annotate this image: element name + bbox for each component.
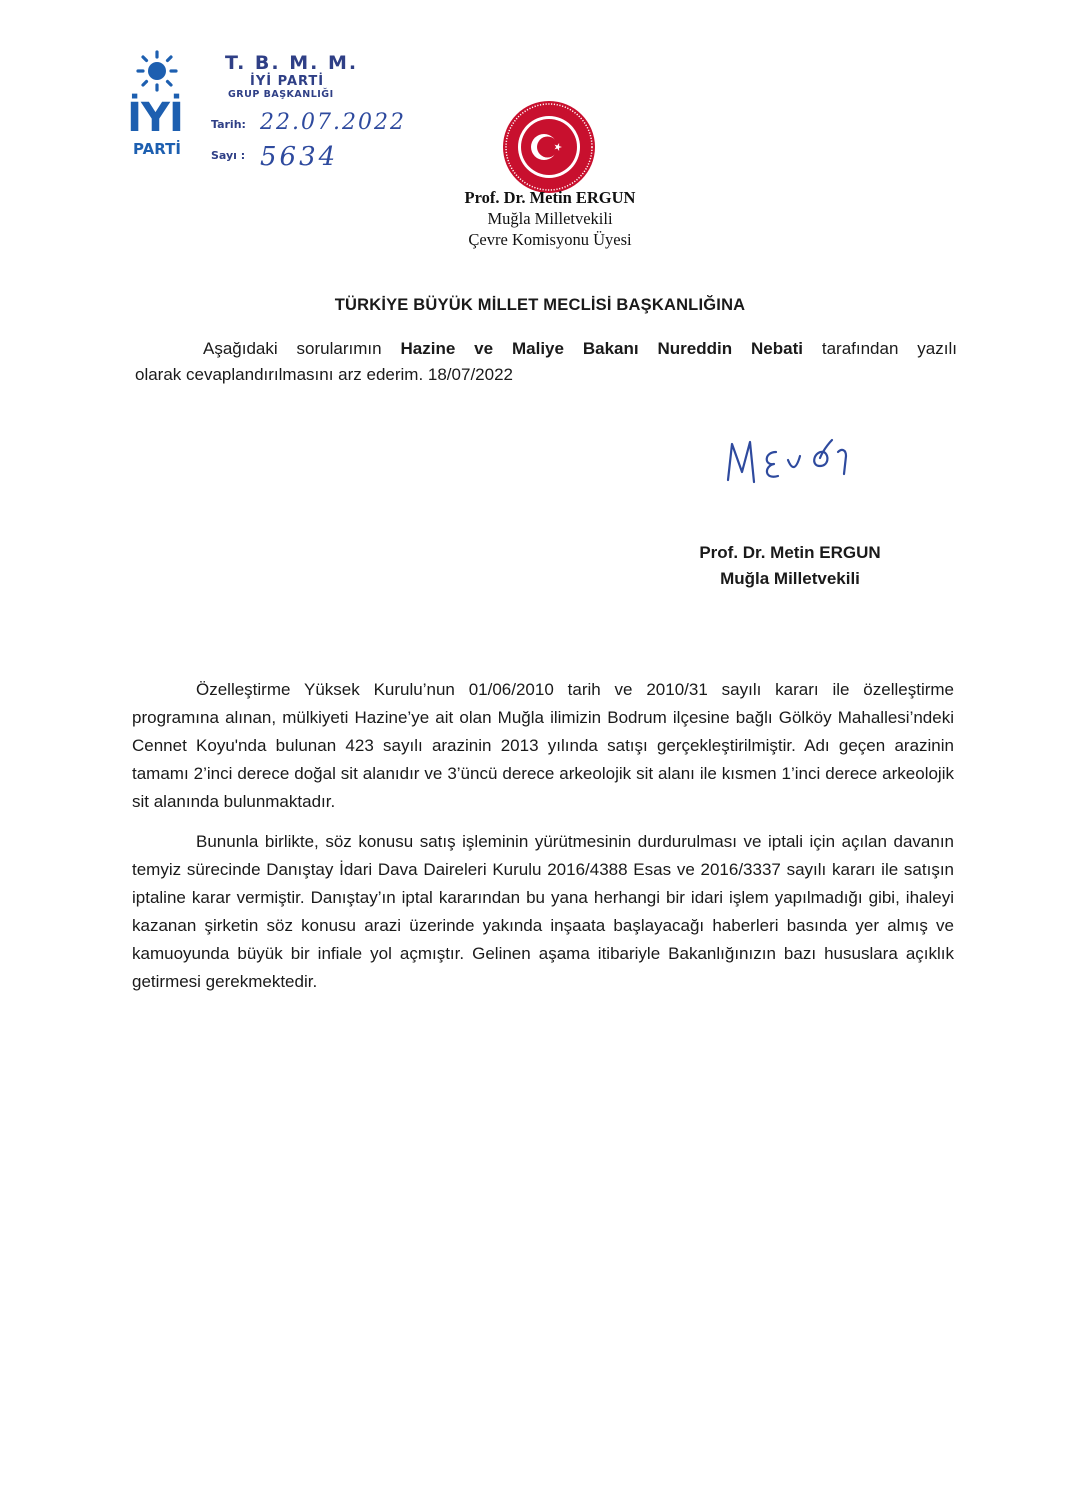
document-title: TÜRKİYE BÜYÜK MİLLET MECLİSİ BAŞKANLIĞINA [334, 296, 746, 314]
stamp-date-value: 22.07.2022 [260, 110, 406, 135]
intro-line-1 [135, 336, 957, 362]
signer-title: Muğla Milletvekili [720, 569, 860, 588]
sun-icon [127, 50, 187, 100]
stamp-line-1: T. B. M. M. [225, 52, 359, 74]
document-body [132, 676, 954, 1008]
handwritten-signature-icon [720, 430, 870, 500]
receipt-stamp [205, 52, 425, 172]
signer-name: Prof. Dr. Metin ERGUN [699, 543, 881, 562]
stamp-number-label: Sayı : [211, 149, 246, 162]
tbmm-emblem-icon [502, 100, 596, 194]
intro-line-2: olarak cevaplandırılmasını arz ederim. 18/07/2022 [135, 365, 513, 384]
intro-paragraph [135, 336, 957, 388]
stamp-line-3: GRUP BAŞKANLIĞI [228, 89, 334, 100]
letterhead-name: Prof. Dr. Metin ERGUN [464, 188, 636, 207]
stamp-number-value: 5634 [260, 142, 339, 172]
stamp-date-label: Tarih: [211, 118, 246, 131]
party-logo [125, 50, 195, 160]
intro-suffix: tarafından yazılı [802, 339, 957, 358]
body-paragraph-1: Özelleştirme Yüksek Kurulu’nun 01/06/2010 tarih ve 2010/31 sayılı kararı ile özelleştirme programına alınan, mülkiyeti Hazine’ye ait olan Muğla ilimizin Bodrum ilçesine bağlı Gölköy Mahallesi’ndeki Cennet Koyu'nda bulunan 423 sayılı arazinin 2013 yılında satışı gerçekleştirilmiştir. Adı geçen arazinin tamamı 2’inci derece doğal sit alanıdır ve 3’üncü derece arkeolojik sit alanı ile kısmen 1’inci derece arkeolojik sit alanında bulunmaktadır. [132, 680, 954, 811]
party-subtitle: PARTİ [133, 140, 181, 158]
stamp-line-2: İYİ PARTİ [250, 74, 325, 89]
intro-prefix: Aşağıdaki sorularımın [203, 339, 401, 358]
signer-block [640, 540, 940, 592]
letterhead [360, 187, 740, 250]
letterhead-committee: Çevre Komisyonu Üyesi [468, 230, 632, 249]
intro-minister: Hazine ve Maliye Bakanı Nureddin Nebati [400, 339, 803, 358]
letterhead-title: Muğla Milletvekili [487, 209, 613, 228]
body-paragraph-2: Bununla birlikte, söz konusu satış işleminin yürütmesinin durdurulması ve iptali için açılan davanın temyiz sürecinde Danıştay İdari Dava Daireleri Kurulu 2016/4388 Esas ve 2016/3337 sayılı kararı ile satışın iptaline karar vermiştir. Danıştay’ın iptal kararından bu yana herhangi bir idari işlem yapılmadığı gibi, ihaleyi kazanan şirketin söz konusu arazi üzerinde yakında inşaata başlayacağı haberleri basında yer almış ve kamuoyunda büyük bir infiale yol açmıştır. Gelinen aşama itibariyle Bakanlığınızın bazı hususlara açıklık getirmesi gerekmektedir. [132, 832, 954, 991]
party-name: İYİ [127, 95, 183, 141]
